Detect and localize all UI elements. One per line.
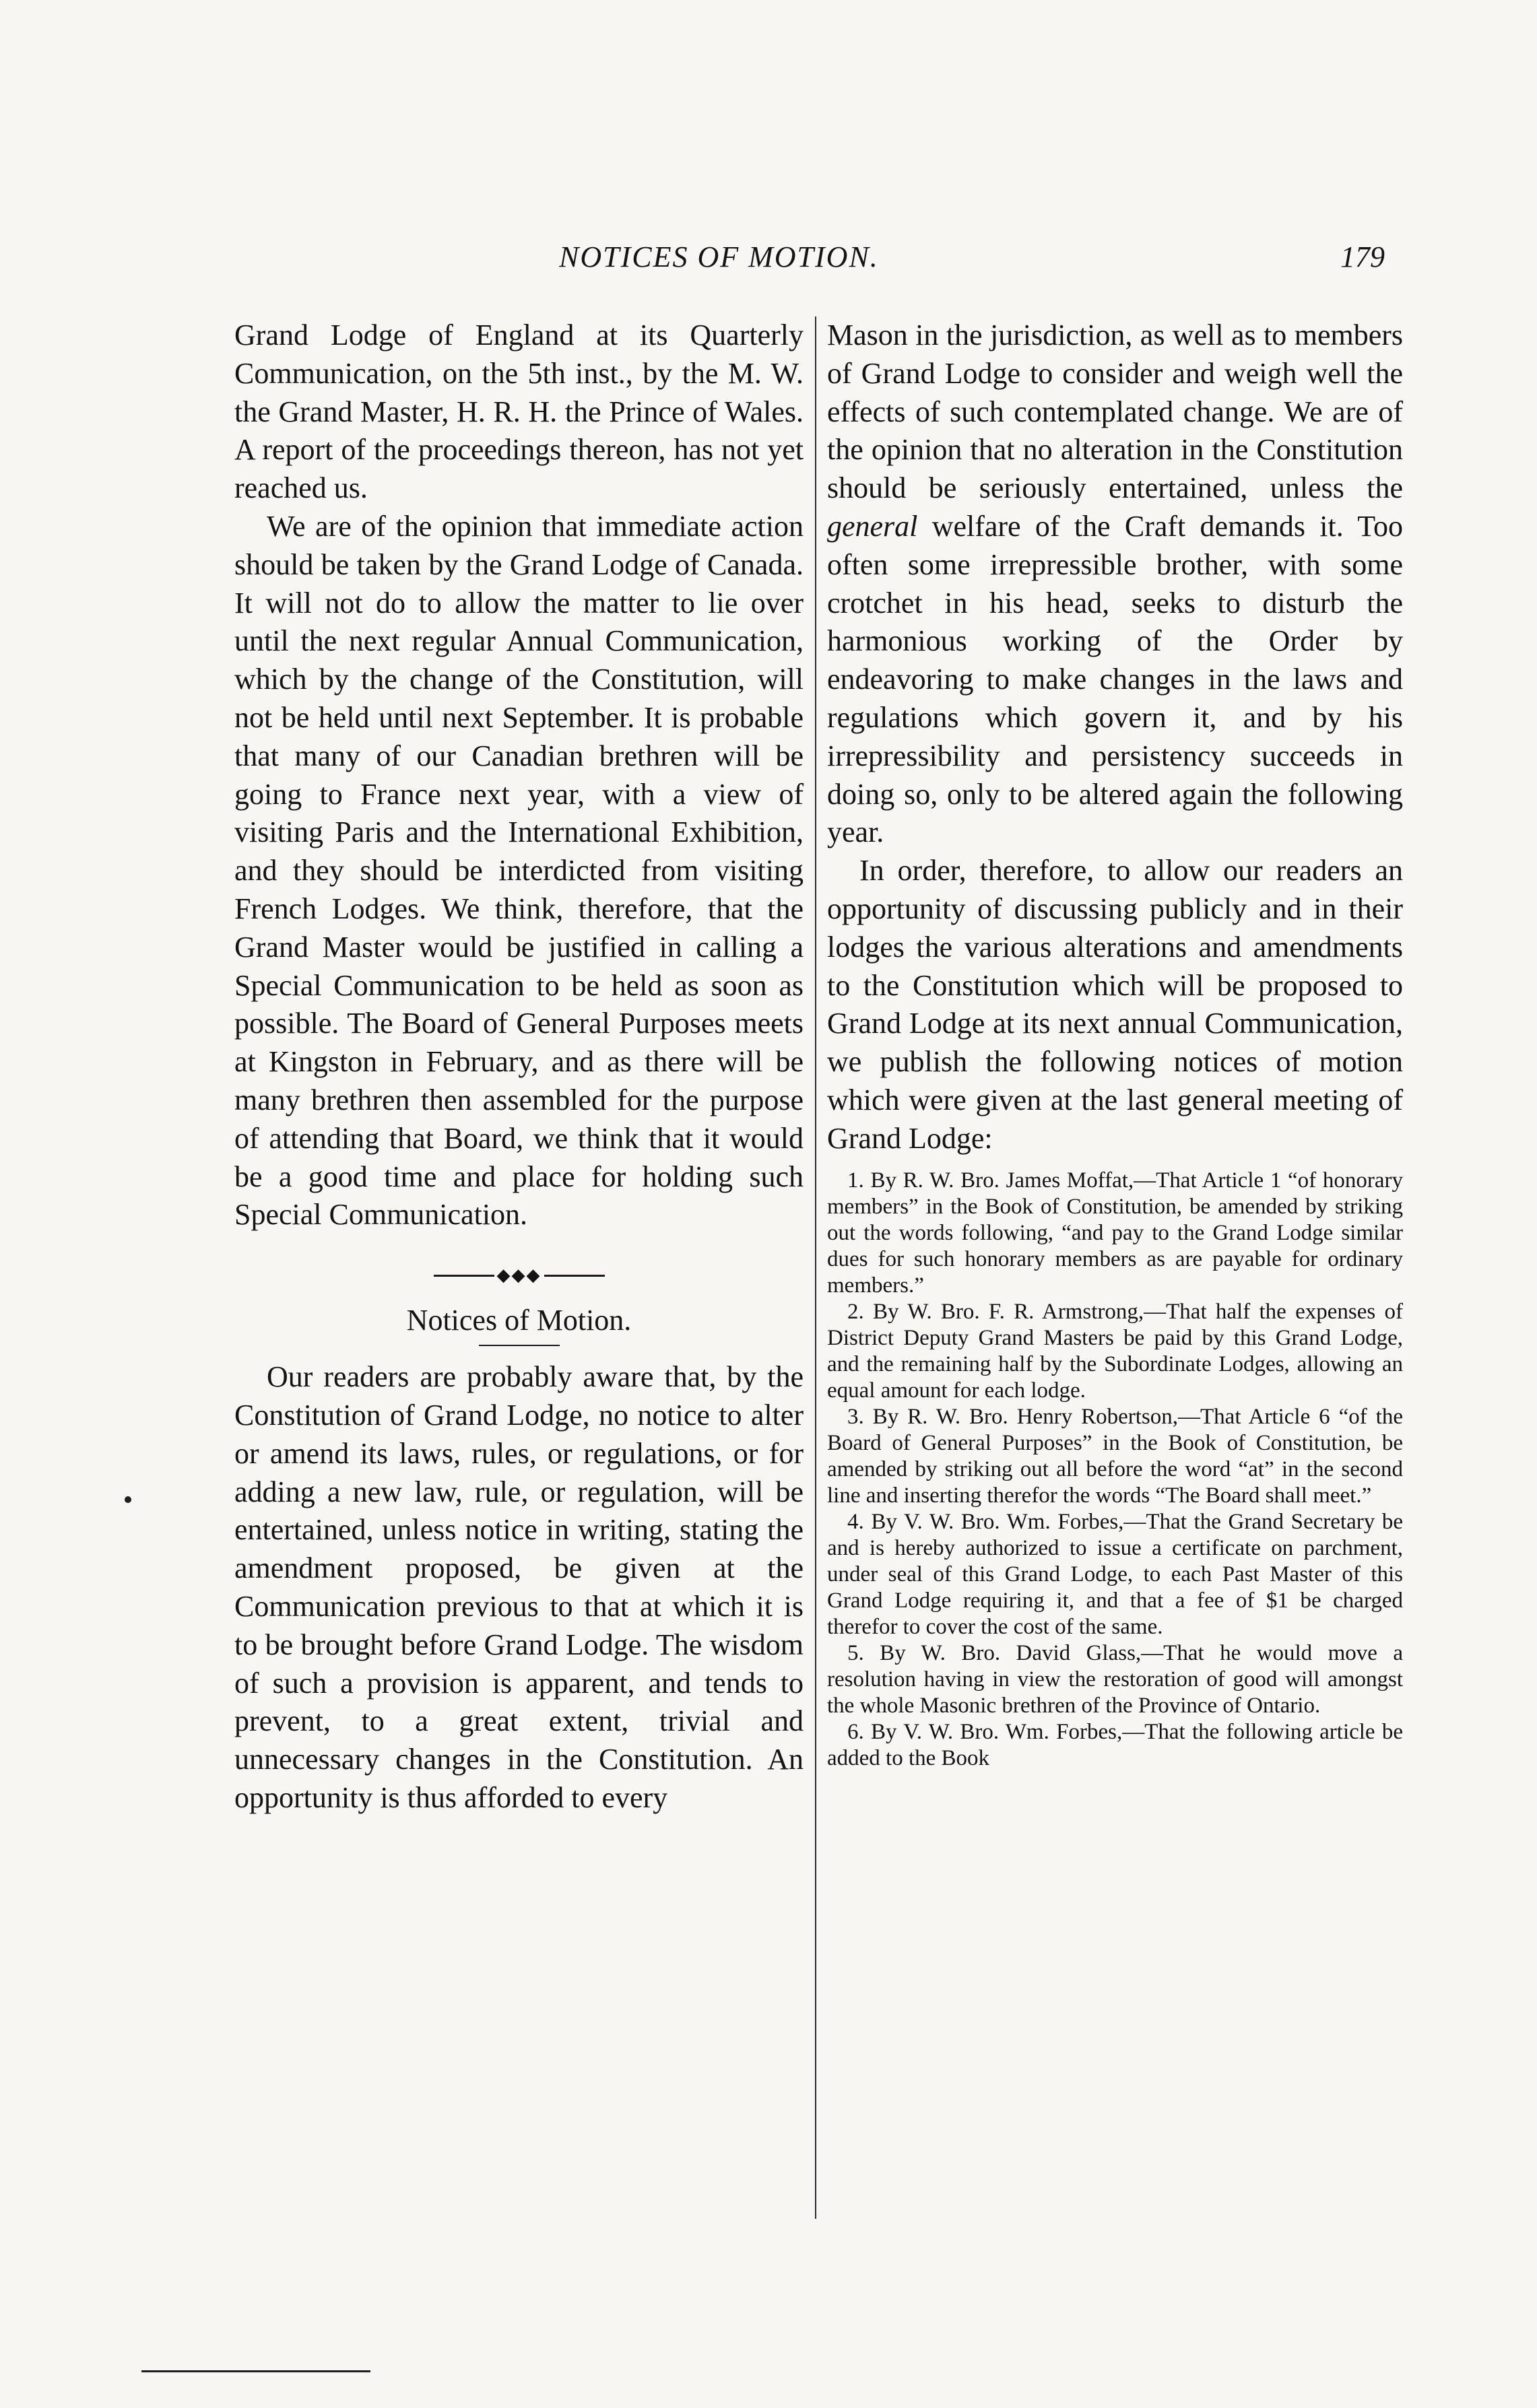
- left-paragraph-2: We are of the opinion that immediate action should be taken by the Grand Lodge of Canada. It will not do to allow the matter to lie over until the next regular Annual Communication, which by the change of the Constitution, will not be held until next September. It is probable that many of our Canadian brethren will be going to France next year, with a view of visiting Paris and the International Exhibition, and they should be interdicted from visiting French Lodges. We think, therefore, that the Grand Master would be justified in calling a Special Communication to be held as soon as possible. The Board of General Purposes meets at Kingston in February, and as there will be many brethren then assembled for the purpose of attending that Board, we think that it would be a good time and place for holding such Special Communication.: [234, 509, 804, 1232]
- left-paragraph-1: Grand Lodge of England at its Quarterly Communication, on the 5th inst., by the M. W. the Grand Master, H. R. H. the Prince of Wales. A report of the proceedings thereon, has not yet reached us.: [234, 319, 804, 505]
- left-column: [234, 316, 804, 1817]
- right-paragraph-2: In order, therefore, to allow our readers an opportunity of discussing publicly and in their lodges the various alterations and amendments to the Constitution which will be proposed to Grand Lodge at its next annual Communication, we publish the following notices of motion which were given at the last general meeting of Grand Lodge:: [827, 854, 1403, 1155]
- margin-speck: [125, 1496, 131, 1503]
- right-paragraph-1-text-b: welfare of the Craft demands it. Too often some irrepressible brother, with some crotchet in his head, seeks to disturb the harmonious working of the Order by endeavoring to make changes in the laws and regulations which govern it, and by his irrepressibility and persistency succeeds in doing so, only to be altered again the following year.: [827, 509, 1403, 849]
- column-divider: [815, 316, 816, 2219]
- notices-list: [827, 1168, 1403, 1772]
- right-paragraph-1-text-a: Mason in the jurisdiction, as well as to members of Grand Lodge to consider and weigh well the effects of such contemplated change. We are of the opinion that no alteration in the Constitution should be seriously entertained, unless the: [827, 319, 1403, 505]
- section-paragraph: Our readers are probably aware that, by the Constitution of Grand Lodge, no notice to alter or amend its laws, rules, or regulations, or for adding a new law, rule, or regulation, will be entertained, unless notice in writing, stating the amendment proposed, be given at the Communication previous to that at which it is to be brought before Grand Lodge. The wisdom of such a provision is apparent, and tends to prevent, to a great extent, trivial and unnecessary changes in the Constitution. An opportunity is thus afforded to every: [234, 1360, 804, 1814]
- bottom-rule: [141, 2370, 370, 2372]
- notice-item-2: 2. By W. Bro. F. R. Armstrong,—That half the expenses of District Deputy Grand Masters be paid by this Grand Lodge, and the remaining half by the Subordinate Lodges, allowing an equal amount for each lodge.: [827, 1299, 1403, 1403]
- running-title: NOTICES OF MOTION.: [559, 240, 879, 273]
- ornament-rule-left: [434, 1275, 494, 1277]
- notice-item-5: 5. By W. Bro. David Glass,—That he would move a resolution having in view the restoration of good will amongst the whole Masonic brethren of the Province of Ontario.: [827, 1640, 1403, 1718]
- ornament-rule-right: [544, 1275, 605, 1277]
- running-head: [0, 240, 1537, 280]
- notice-item-4: 4. By V. W. Bro. Wm. Forbes,—That the Grand Secretary be and is hereby authorized to issue a certificate on parchment, under seal of this Grand Lodge, to each Past Master of this Grand Lodge requiring it, and that a fee of $1 be charged therefor to cover the cost of the same.: [827, 1509, 1403, 1639]
- section-ornament: [234, 1261, 804, 1287]
- notice-item-6: 6. By V. W. Bro. Wm. Forbes,—That the following article be added to the Book: [827, 1719, 1403, 1770]
- ornament-diamond-icon: ◆◆◆: [496, 1265, 542, 1285]
- right-column: [827, 316, 1403, 1772]
- section-rule: [479, 1345, 560, 1346]
- notice-item-3: 3. By R. W. Bro. Henry Robertson,—That Article 6 “of the Board of General Purposes” in the Book of Constitution, be amended by striking out all before the word “at” in the second line and inserting therefor the words “The Board shall meet.”: [827, 1404, 1403, 1508]
- right-paragraph-1-italic: general: [827, 509, 918, 543]
- section-heading: Notices of Motion.: [406, 1304, 632, 1337]
- right-paragraph-1: [827, 316, 1403, 852]
- notice-item-1: 1. By R. W. Bro. James Moffat,—That Article 1 “of honorary members” in the Book of Constitution, be amended by striking out the words following, “and pay to the Grand Lodge similar dues for such honorary members as are payable for ordinary members.”: [827, 1168, 1403, 1298]
- page-number: 179: [1340, 240, 1385, 273]
